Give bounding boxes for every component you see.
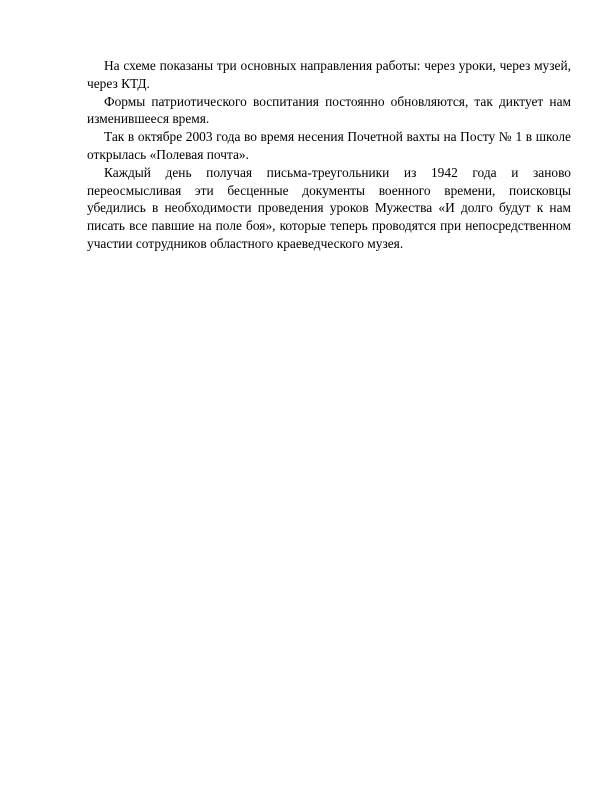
body-text bbox=[87, 57, 571, 253]
paragraph-courage-lessons: Каждый день получая письма-треугольники из 1942 года и заново переосмысливая эти бесценные документы военного времени, поисковцы убедились в необходимости проведения уроков Мужества «И долго будут к нам писать все павшие на поле боя», которые теперь проводятся при непосредственном участии сотрудников областного краеведческого музея. bbox=[87, 164, 571, 251]
paragraph-forms: Формы патриотического воспитания постоянно обновляются, так диктует нам изменившееся время. bbox=[87, 93, 571, 127]
paragraph-directions: На схеме показаны три основных направления работы: через уроки, через музей, через КТД. bbox=[87, 58, 571, 91]
paragraph-field-post: Так в октябре 2003 года во время несения Почетной вахты на Посту № 1 в школе открылась «Полевая почта». bbox=[87, 129, 571, 162]
